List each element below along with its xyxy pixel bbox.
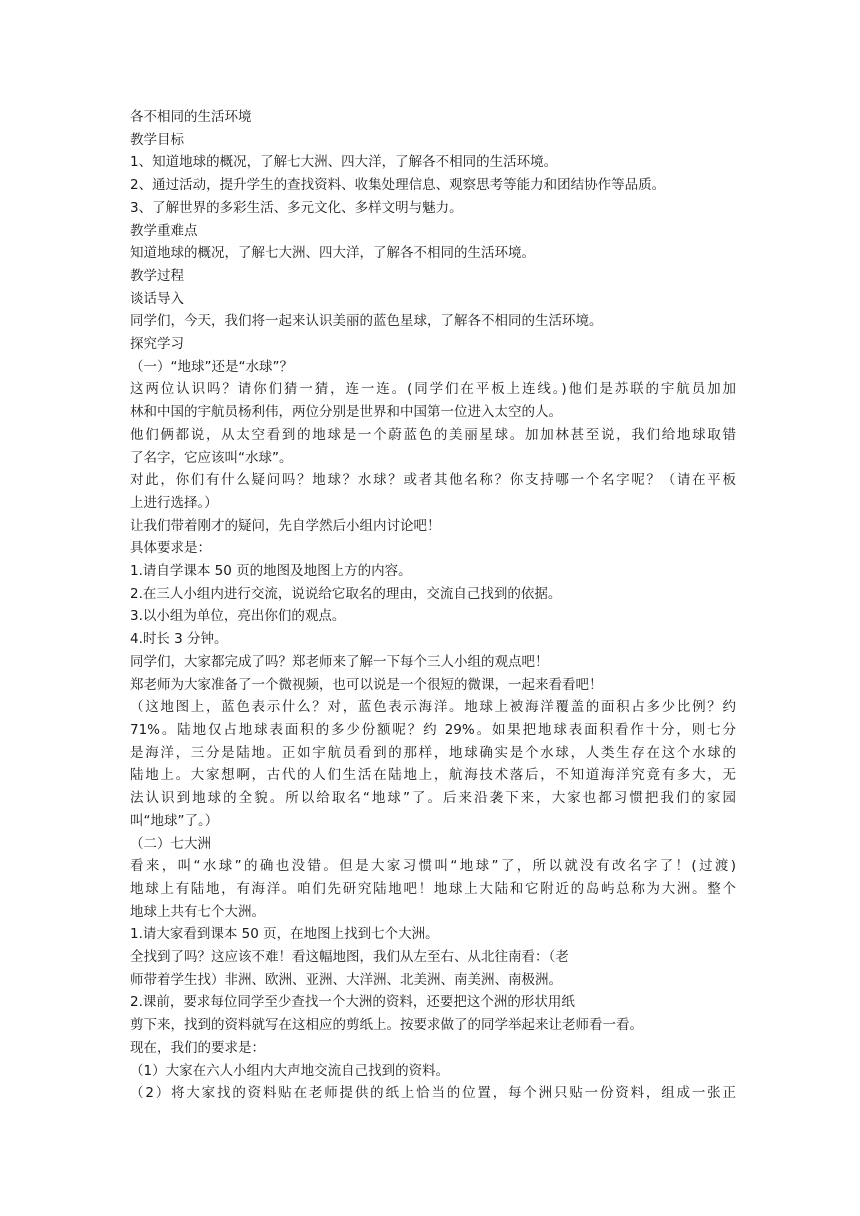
sub-step-2: （2）将大家找的资料贴在老师提供的纸上恰当的位置，每个洲只贴一份资料，组成一张正 bbox=[130, 1085, 736, 1102]
section-2-title: （二）七大洲 bbox=[130, 835, 211, 852]
paragraph-line: 让我们带着刚才的疑问，先自学然后小组内讨论吧！ bbox=[130, 517, 441, 534]
paragraph-line: 郑老师为大家准备了一个微视频，也可以说是一个很短的微课，一起来看看吧！ bbox=[130, 676, 603, 693]
goal-item-2: 2、通过活动，提升学生的查找资料、收集处理信息、观察思考等能力和团结协作等品质。 bbox=[130, 177, 666, 194]
paragraph-line: 法认识到地球的全貌。所以给取名“地球”了。后来沿袭下来，大家也都习惯把我们的家园 bbox=[130, 790, 736, 807]
paragraph-line: 看来，叫“水球”的确也没错。但是大家习惯叫“地球”了，所以就没有改名字了！(过渡) bbox=[130, 858, 736, 875]
paragraph-line: 现在，我们的要求是： bbox=[130, 1039, 265, 1056]
document-page bbox=[130, 106, 736, 1105]
goal-item-3: 3、了解世界的多彩生活、多元文化、多样文明与魅力。 bbox=[130, 199, 463, 216]
paragraph-line: 他们俩都说，从太空看到的地球是一个蔚蓝色的美丽星球。加加林甚至说，我们给地球取错 bbox=[130, 426, 736, 443]
paragraph-line: 全找到了吗？这应该不难！看这幅地图，我们从左至右、从北往南看：（老 bbox=[130, 949, 569, 966]
paragraph-line: 师带着学生找）非洲、欧洲、亚洲、大洋洲、北美洲、南美洲、南极洲。 bbox=[130, 971, 562, 988]
paragraph-line: 了名字，它应该叫“水球”。 bbox=[130, 449, 293, 466]
paragraph-line: 这两位认识吗？请你们猜一猜，连一连。(同学们在平板上连线。)他们是苏联的宇航员加加 bbox=[130, 381, 736, 398]
paragraph-line: 上进行选择。） bbox=[130, 494, 218, 511]
paragraph-line: 地球上有陆地，有海洋。咱们先研究陆地吧！地球上大陆和它附近的岛屿总称为大洲。整个 bbox=[130, 880, 736, 897]
paragraph-line: （这地图上，蓝色表示什么？对，蓝色表示海洋。地球上被海洋覆盖的面积占多少比例？约 bbox=[130, 699, 736, 716]
section-1-title: （一）“地球”还是“水球”？ bbox=[130, 358, 293, 375]
intro-text: 同学们，今天，我们将一起来认识美丽的蓝色星球，了解各不相同的生活环境。 bbox=[130, 313, 603, 330]
heading-key-points: 教学重难点 bbox=[130, 222, 198, 239]
goal-item-1: 1、知道地球的概况，了解七大洲、四大洋，了解各不相同的生活环境。 bbox=[130, 154, 558, 171]
requirement-item-2: 2.在三人小组内进行交流，说说给它取名的理由，交流自己找到的依据。 bbox=[130, 585, 562, 602]
paragraph-line: 对此，你们有什么疑问吗？地球？水球？或者其他名称？你支持哪一个名字呢？（请在平板 bbox=[130, 472, 736, 489]
paragraph-line: 是海洋，三分是陆地。正如宇航员看到的那样，地球确实是个水球，人类生存在这个水球的 bbox=[130, 744, 736, 761]
paragraph-line: 陆地上。大家想啊，古代的人们生活在陆地上，航海技术落后，不知道海洋究竟有多大，无 bbox=[130, 767, 736, 784]
task-item-2: 2.课前，要求每位同学至少查找一个大洲的资料，还要把这个洲的形状用纸 bbox=[130, 994, 575, 1011]
paragraph-line: 叫“地球”了。） bbox=[130, 812, 219, 829]
heading-intro: 谈话导入 bbox=[130, 290, 184, 307]
paragraph-line: 71%。陆地仅占地球表面积的多少份额呢？约 29%。如果把地球表面积看作十分，则七分 bbox=[130, 721, 736, 738]
heading-goals: 教学目标 bbox=[130, 131, 184, 148]
requirement-item-3: 3.以小组为单位，亮出你们的观点。 bbox=[130, 608, 346, 625]
requirement-item-1: 1.请自学课本 50 页的地图及地图上方的内容。 bbox=[130, 563, 412, 580]
paragraph-line: 林和中国的宇航员杨利伟，两位分别是世界和中国第一位进入太空的人。 bbox=[130, 404, 562, 421]
requirement-item-4: 4.时长 3 分钟。 bbox=[130, 631, 228, 648]
task-item-1: 1.请大家看到课本 50 页，在地图上找到七个大洲。 bbox=[130, 926, 439, 943]
doc-title: 各不相同的生活环境 bbox=[130, 109, 252, 125]
heading-process: 教学过程 bbox=[130, 267, 184, 284]
paragraph-line: 同学们，大家都完成了吗？郑老师来了解一下每个三人小组的观点吧！ bbox=[130, 653, 549, 670]
key-points-text: 知道地球的概况，了解七大洲、四大洋，了解各不相同的生活环境。 bbox=[130, 245, 535, 262]
heading-explore: 探究学习 bbox=[130, 336, 184, 353]
paragraph-line: 剪下来，找到的资料就写在这相应的剪纸上。按要求做了的同学举起来让老师看一看。 bbox=[130, 1017, 643, 1034]
sub-step-1: （1）大家在六人小组内大声地交流自己找到的资料。 bbox=[130, 1062, 450, 1079]
requirements-title: 具体要求是： bbox=[130, 540, 211, 557]
paragraph-line: 地球上共有七个大洲。 bbox=[130, 903, 265, 920]
